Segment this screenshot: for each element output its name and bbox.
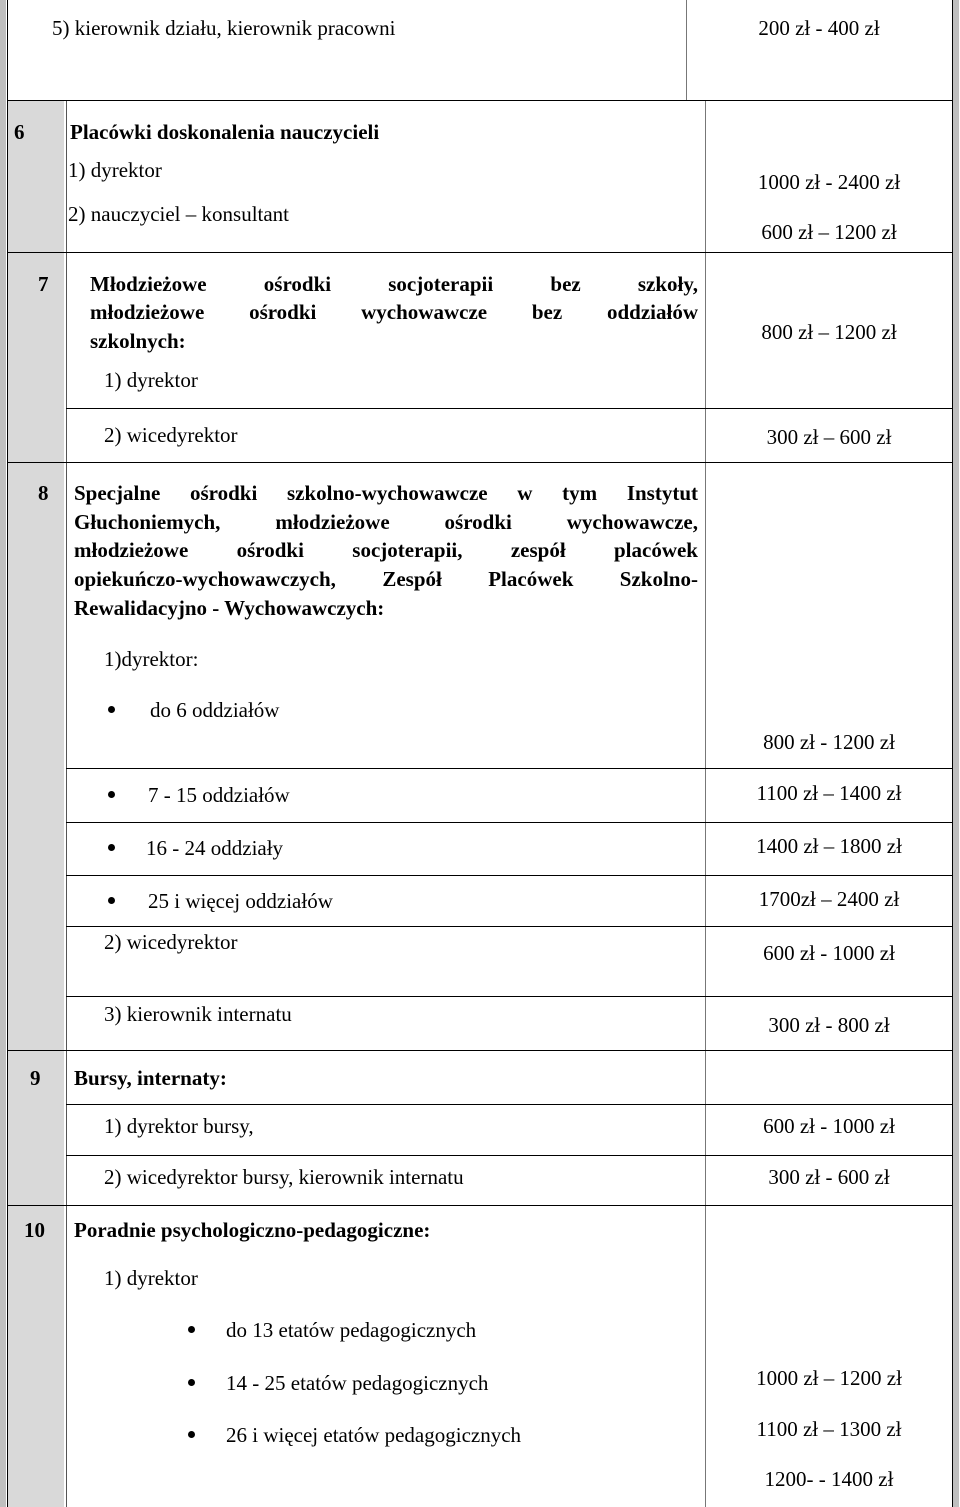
row5-label: 5) kierownik działu, kierownik pracowni xyxy=(52,16,396,40)
right-shade xyxy=(953,0,959,1507)
row10-director-item2-label: 14 - 25 etatów pedagogicznych xyxy=(226,1371,489,1395)
row7-title-line2 xyxy=(90,300,698,324)
row8-director-item1-label: do 6 oddziałów xyxy=(150,698,280,722)
word: ośrodki xyxy=(190,481,258,505)
bullet-icon xyxy=(188,1326,195,1333)
row7-item2-amount: 300 zł – 600 zł xyxy=(766,425,892,449)
row8-director-item2-amount: 1100 zł – 1400 zł xyxy=(756,781,902,805)
amount-col-border-top xyxy=(686,0,687,100)
row7-title-line3: szkolnych: xyxy=(90,329,186,353)
row10-director-item1-label: do 13 etatów pedagogicznych xyxy=(226,1318,477,1342)
rule xyxy=(66,822,953,823)
row6-item1-amount: 1000 zł - 2400 zł xyxy=(757,170,901,194)
row10-director-item2-amount: 1100 zł – 1300 zł xyxy=(756,1417,902,1441)
word: oddziałów xyxy=(606,300,698,324)
rule xyxy=(7,1050,953,1051)
rule xyxy=(7,100,953,101)
row10-number: 10 xyxy=(24,1218,45,1242)
row9-number: 9 xyxy=(30,1066,41,1090)
bullet-icon xyxy=(108,706,115,713)
rule xyxy=(66,768,953,769)
rule xyxy=(66,408,953,409)
row5-amount: 200 zł - 400 zł xyxy=(758,16,880,40)
row8-title-line4 xyxy=(74,567,698,591)
row9-item1-label: 1) dyrektor bursy, xyxy=(104,1114,254,1138)
row8-title-line3 xyxy=(74,538,698,562)
row8-director-item3-amount: 1400 zł – 1800 zł xyxy=(756,834,902,858)
row9-item2-amount: 300 zł - 600 zł xyxy=(768,1165,890,1189)
rule xyxy=(66,926,953,927)
word: ośrodki xyxy=(236,538,304,562)
left-shade xyxy=(0,0,6,1507)
rule xyxy=(7,252,953,253)
row8-director-item2-label: 7 - 15 oddziałów xyxy=(148,783,290,807)
word: placówek xyxy=(613,538,698,562)
row6-item2-amount: 600 zł – 1200 zł xyxy=(761,220,897,244)
row8-title-line5: Rewalidacyjno - Wychowawczych: xyxy=(74,596,385,620)
row10-director-item1-amount: 1000 zł – 1200 zł xyxy=(756,1366,902,1390)
row8-title-line1 xyxy=(74,481,698,505)
rule xyxy=(66,1155,953,1156)
rule xyxy=(66,996,953,997)
row10-title: Poradnie psychologiczno-pedagogiczne: xyxy=(74,1218,431,1242)
word: bez xyxy=(550,272,581,296)
bullet-icon xyxy=(108,897,115,904)
row8-director-item4-label: 25 i więcej oddziałów xyxy=(148,889,333,913)
word: Szkolno- xyxy=(619,567,698,591)
row6-item2-label: 2) nauczyciel – konsultant xyxy=(68,202,290,226)
right-border xyxy=(952,0,953,1507)
row8-title-line2 xyxy=(74,510,698,534)
word: ośrodki xyxy=(444,510,512,534)
word: szkolno-wychowawcze xyxy=(286,481,488,505)
row10-director-item3-label: 26 i więcej etatów pedagogicznych xyxy=(226,1423,522,1447)
word: młodzieżowe xyxy=(90,300,205,324)
number-col-shade xyxy=(8,100,64,1507)
rule xyxy=(66,1104,953,1105)
row8-director-item3-label: 16 - 24 oddziały xyxy=(146,836,284,860)
rule xyxy=(66,875,953,876)
word: wychowawcze, xyxy=(566,510,698,534)
word: młodzieżowe xyxy=(275,510,390,534)
row9-item1-amount: 600 zł - 1000 zł xyxy=(763,1114,895,1138)
number-col-border xyxy=(66,100,67,1507)
word: Instytut xyxy=(626,481,698,505)
row7-title-line1 xyxy=(90,272,698,296)
row9-item2-label: 2) wicedyrektor bursy, kierownik internatu xyxy=(104,1165,464,1189)
word: Specjalne xyxy=(74,481,161,505)
word: ośrodki xyxy=(249,300,317,324)
bullet-icon xyxy=(188,1379,195,1386)
row8-director-label: 1)dyrektor: xyxy=(104,647,199,671)
bullet-icon xyxy=(108,844,115,851)
row10-director-label: 1) dyrektor xyxy=(104,1266,198,1290)
rule xyxy=(7,462,953,463)
row7-item1-amount: 800 zł – 1200 zł xyxy=(761,320,897,344)
row8-item2-label: 2) wicedyrektor xyxy=(104,930,238,954)
word: wychowawcze xyxy=(361,300,488,324)
row8-number: 8 xyxy=(38,481,49,505)
row7-item2-label: 2) wicedyrektor xyxy=(104,423,238,447)
row6-title: Placówki doskonalenia nauczycieli xyxy=(70,120,380,144)
rule xyxy=(7,1205,953,1206)
word: ośrodki xyxy=(263,272,332,296)
word: bez xyxy=(531,300,563,324)
row10-director-item3-amount: 1200- - 1400 zł xyxy=(764,1467,894,1491)
word: tym xyxy=(562,481,598,505)
left-border xyxy=(7,0,8,1507)
row6-number: 6 xyxy=(14,120,25,144)
word: socjoterapii, xyxy=(352,538,463,562)
row7-item1-label: 1) dyrektor xyxy=(104,368,198,392)
row9-title: Bursy, internaty: xyxy=(74,1066,227,1090)
word: Młodzieżowe xyxy=(90,272,207,296)
row8-director-item4-amount: 1700zł – 2400 zł xyxy=(758,887,900,911)
word: w xyxy=(517,481,533,505)
word: zespół xyxy=(510,538,566,562)
word: Placówek xyxy=(488,567,574,591)
word: szkoły, xyxy=(637,272,698,296)
word: Głuchoniemych, xyxy=(74,510,221,534)
row7-number: 7 xyxy=(38,272,49,296)
word: socjoterapii xyxy=(388,272,494,296)
row8-item3-amount: 300 zł - 800 zł xyxy=(768,1013,890,1037)
word: opiekuńczo-wychowawczych, xyxy=(74,567,336,591)
row6-item1-label: 1) dyrektor xyxy=(68,158,162,182)
row8-item3-label: 3) kierownik internatu xyxy=(104,1002,292,1026)
row8-item2-amount: 600 zł - 1000 zł xyxy=(763,941,895,965)
bullet-icon xyxy=(108,791,115,798)
word: młodzieżowe xyxy=(74,538,189,562)
word: Zespół xyxy=(382,567,442,591)
bullet-icon xyxy=(188,1431,195,1438)
row8-director-item1-amount: 800 zł - 1200 zł xyxy=(763,730,895,754)
